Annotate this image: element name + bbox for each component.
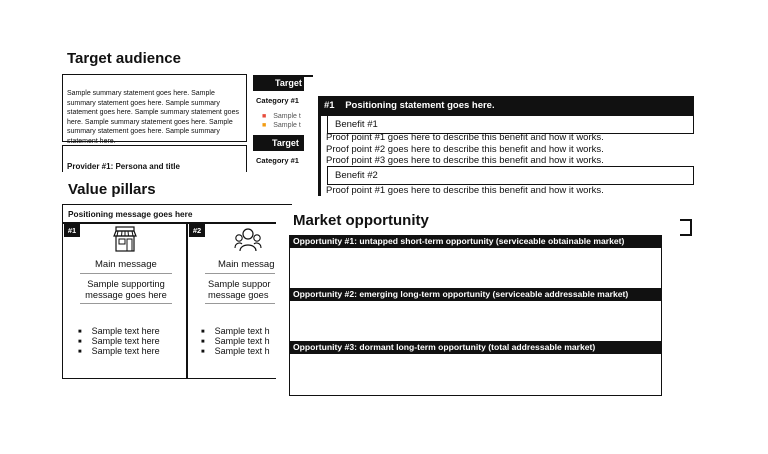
sample-item-2: ■ Sample t [262, 122, 301, 129]
market-title: Market opportunity [293, 212, 429, 229]
pillar-2-rule-top [205, 273, 275, 274]
positioning-statement: Positioning statement goes here. [345, 100, 495, 111]
pillar-2-rule-bottom [205, 303, 275, 304]
category-label-1: Category #1 [256, 96, 299, 105]
pillar-2-number: #2 [189, 224, 205, 237]
pillar-1-rule-bottom [80, 303, 172, 304]
proof-point-2: Proof point #2 goes here to describe this benefit and how it works. [326, 144, 604, 155]
pillar-1-main-message: Main message [95, 259, 157, 270]
pillar-1-bullet-2: ■ Sample text here [78, 336, 160, 349]
target-audience-title: Target audience [67, 50, 181, 67]
sample-item-1: ■ Sample t [262, 113, 301, 120]
value-pillars-title: Value pillars [68, 181, 156, 198]
opportunity-2-header: Opportunity #2: emerging long-term opportunity (serviceable addressable market) [289, 288, 662, 301]
pillars-divider [62, 222, 292, 224]
category-label-2: Category #1 [256, 156, 299, 165]
orange-bullet-icon: ■ [262, 122, 267, 129]
pillar-2-bullet-1: ■ Sample text h [201, 326, 270, 339]
pillar-1-number: #1 [64, 224, 80, 237]
pillar-separator [186, 222, 188, 379]
storefront-icon [113, 226, 137, 257]
positioning-message: Positioning message goes here [68, 209, 193, 219]
pillar-1-bullet-1: ■ Sample text here [78, 326, 160, 339]
opportunity-3-header: Opportunity #3: dormant long-term opportunity (total addressable market) [289, 341, 662, 354]
target-header-2-label: Target [272, 138, 299, 148]
pillar-2-supporting: Sample suppor message goes [208, 279, 271, 300]
positioning-left-rule [318, 116, 321, 196]
market-frame [289, 235, 662, 396]
pillar-2-main-message: Main messag [218, 259, 275, 270]
pillar-1-supporting: Sample supporting message goes here [85, 279, 167, 300]
summary-box [62, 74, 247, 145]
pillar-2-bullet-2: ■ Sample text h [201, 336, 270, 349]
pillar-1-rule-top [80, 273, 172, 274]
pillar-2-bullet-3: ■ Sample text h [201, 346, 270, 359]
benefit-2-label: Benefit #2 [335, 170, 378, 181]
team-icon [234, 226, 262, 257]
summary-text: Sample summary statement goes here. Sample summary statement goes here. Sample summary statement goes here. Sample summary statement goes here. Sample summary statement goes here. Sample summary statement goes here. Sample summary statement here. [67, 90, 239, 145]
opportunity-1-header: Opportunity #1: untapped short-term opportunity (serviceable obtainable market) [289, 235, 662, 248]
provider-label: Provider #1: Persona and title [67, 162, 180, 171]
proof-point-3: Proof point #3 goes here to describe this benefit and how it works. [326, 155, 604, 166]
benefit-2-box [327, 166, 694, 185]
corner-bracket [680, 219, 692, 236]
positioning-number: #1 [324, 100, 335, 111]
red-bullet-icon: ■ [262, 113, 267, 120]
proof-point-1: Proof point #1 goes here to describe this benefit and how it works. [326, 132, 604, 143]
target-header-1-label: Target [275, 78, 302, 88]
pillar-1-bullet-3: ■ Sample text here [78, 346, 160, 359]
proof-point-b2: Proof point #1 goes here to describe this benefit and how it works. [326, 185, 604, 196]
positioning-header [318, 96, 694, 116]
benefit-1-label: Benefit #1 [335, 119, 378, 130]
